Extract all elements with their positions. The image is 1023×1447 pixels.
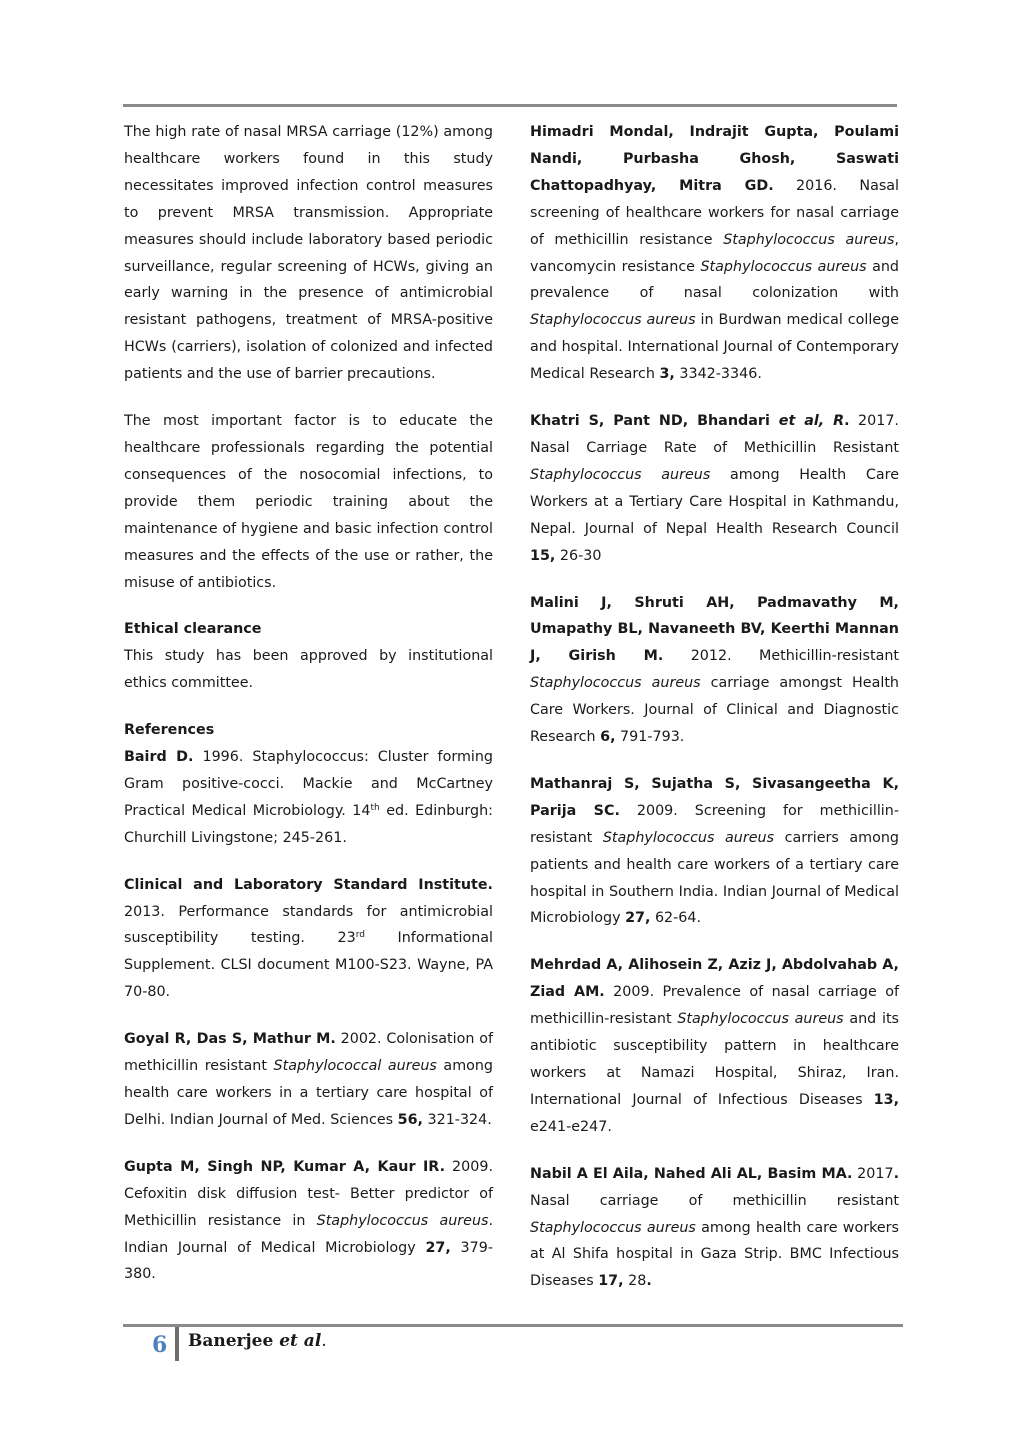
reference-authors: Mathanraj S, Sujatha S, Sivasangeetha K, Parija SC.	[530, 775, 899, 819]
reference-entry: Mehrdad A, Alihosein Z, Aziz J, Abdolvahab A, Ziad AM. 2009. Prevalence of nasal carriage of methicillin-resistant Staphylococcus aureus and its antibiotic susceptibility pattern in healthcare workers at Namazi Hospital, Shiraz, Iran. International Journal of Infectious Diseases 13, e241-e247.	[530, 957, 899, 1135]
reference-authors: Baird D.	[124, 749, 194, 766]
ethical-clearance-heading: Ethical clearance	[124, 621, 262, 638]
reference-entry: Nabil A El Aila, Nahed Ali AL, Basim MA. 2017. Nasal carriage of methicillin resistant Staphylococcus aureus among health care workers at Al Shifa hospital in Gaza Strip. BMC Infectious Diseases 17, 28.	[530, 1165, 900, 1290]
reference-authors: Malini J, Shruti AH, Padmavathy M, Umapathy BL, Navaneeth BV, Keerthi Mannan J, Girish M.	[530, 594, 899, 665]
left-column	[124, 119, 493, 1288]
reference-entry: Khatri S, Pant ND, Bhandari et al, R. 2017. Nasal Carriage Rate of Methicillin Resistant Staphylococcus aureus among Health Care Workers at a Tertiary Care Hospital in Kathmandu, Nepal. Journal of Nepal Health Research Council 15, 26-30	[530, 413, 899, 564]
reference-authors: Nabil A El Aila, Nahed Ali AL, Basim MA.	[530, 1165, 853, 1182]
reference-authors: Goyal R, Das S, Mathur M.	[124, 1031, 336, 1048]
reference-authors: Clinical and Laboratory Standard Institute.	[124, 876, 493, 893]
page-number: 6	[152, 1332, 168, 1358]
references-heading: References	[124, 722, 215, 739]
reference-authors: Himadri Mondal, Indrajit Gupta, Poulami Nandi, Purbasha Ghosh, Saswati Chattopadhyay, Mitra GD.	[530, 124, 899, 194]
reference-entry: Malini J, Shruti AH, Padmavathy M, Umapathy BL, Navaneeth BV, Keerthi Mannan J, Girish M. 2012. Methicillin-resistant Staphylococcus aureus carriage amongst Health Care Workers. Journal of Clinical and Diagnostic Research 6, 791-793.	[530, 594, 899, 746]
footer-rule	[123, 1324, 903, 1327]
ethical-clearance-text: This study has been approved by institutional ethics committee.	[124, 648, 493, 692]
body-paragraph-2: The most important factor is to educate the healthcare professionals regarding the potential consequences of the nosocomial infections, to provide them periodic training about the maintenance of hygiene and basic infection control measures and the effects of the use or rather, the misuse of antibiotics.	[124, 413, 493, 591]
reference-authors: Khatri S, Pant ND, Bhandari et al, R.	[530, 413, 850, 430]
running-head: Banerjee et al.	[188, 1331, 327, 1351]
reference-entry: Himadri Mondal, Indrajit Gupta, Poulami Nandi, Purbasha Ghosh, Saswati Chattopadhyay, Mitra GD. 2016. Nasal screening of healthcare workers for nasal carriage of methicillin resistance Staphylococcus aureus, vancomycin resistance Staphylococcus aureus and prevalence of nasal colonization with Staphylococcus aureus in Burdwan medical college and hospital. International Journal of Contemporary Medical Research 3, 3342-3346.	[530, 124, 900, 383]
reference-entry: Clinical and Laboratory Standard Institute. 2013. Performance standards for antimicrobial susceptibility testing. 23rd Informational Supplement. CLSI document M100-S23. Wayne, PA 70-80.	[124, 876, 493, 1001]
reference-entry: Gupta M, Singh NP, Kumar A, Kaur IR. 2009. Cefoxitin disk diffusion test- Better predictor of Methicillin resistance in Staphylococcus aureus. Indian Journal of Medical Microbiology 27, 379-380.	[124, 1158, 494, 1283]
reference-authors: Mehrdad A, Alihosein Z, Aziz J, Abdolvahab A, Ziad AM.	[530, 957, 899, 1001]
reference-entry: Goyal R, Das S, Mathur M. 2002. Colonisation of methicillin resistant Staphylococcal aureus among health care workers in a tertiary care hospital of Delhi. Indian Journal of Med. Sciences 56, 321-324.	[124, 1031, 494, 1128]
header-rule	[123, 104, 897, 107]
reference-entry: Baird D. 1996. Staphylococcus: Cluster forming Gram positive-cocci. Mackie and McCartney Practical Medical Microbiology. 14th ed. Edinburgh: Churchill Livingstone; 245-261.	[124, 749, 493, 846]
footer-divider	[175, 1327, 179, 1361]
reference-entry: Mathanraj S, Sujatha S, Sivasangeetha K, Parija SC. 2009. Screening for methicillin-resistant Staphylococcus aureus carriers among patients and health care workers of a tertiary care hospital in Southern India. Indian Journal of Medical Microbiology 27, 62-64.	[530, 775, 899, 927]
body-paragraph-1: The high rate of nasal MRSA carriage (12%) among healthcare workers found in this study necessitates improved infection control measures to prevent MRSA transmission. Appropriate measures should include laboratory based periodic surveillance, regular screening of HCWs, giving an early warning in the presence of antimicrobial resistant pathogens, treatment of MRSA-positive HCWs (carriers), isolation of colonized and infected patients and the use of barrier precautions.	[124, 124, 493, 383]
reference-authors: Gupta M, Singh NP, Kumar A, Kaur IR.	[124, 1158, 446, 1175]
right-column	[530, 119, 899, 1295]
